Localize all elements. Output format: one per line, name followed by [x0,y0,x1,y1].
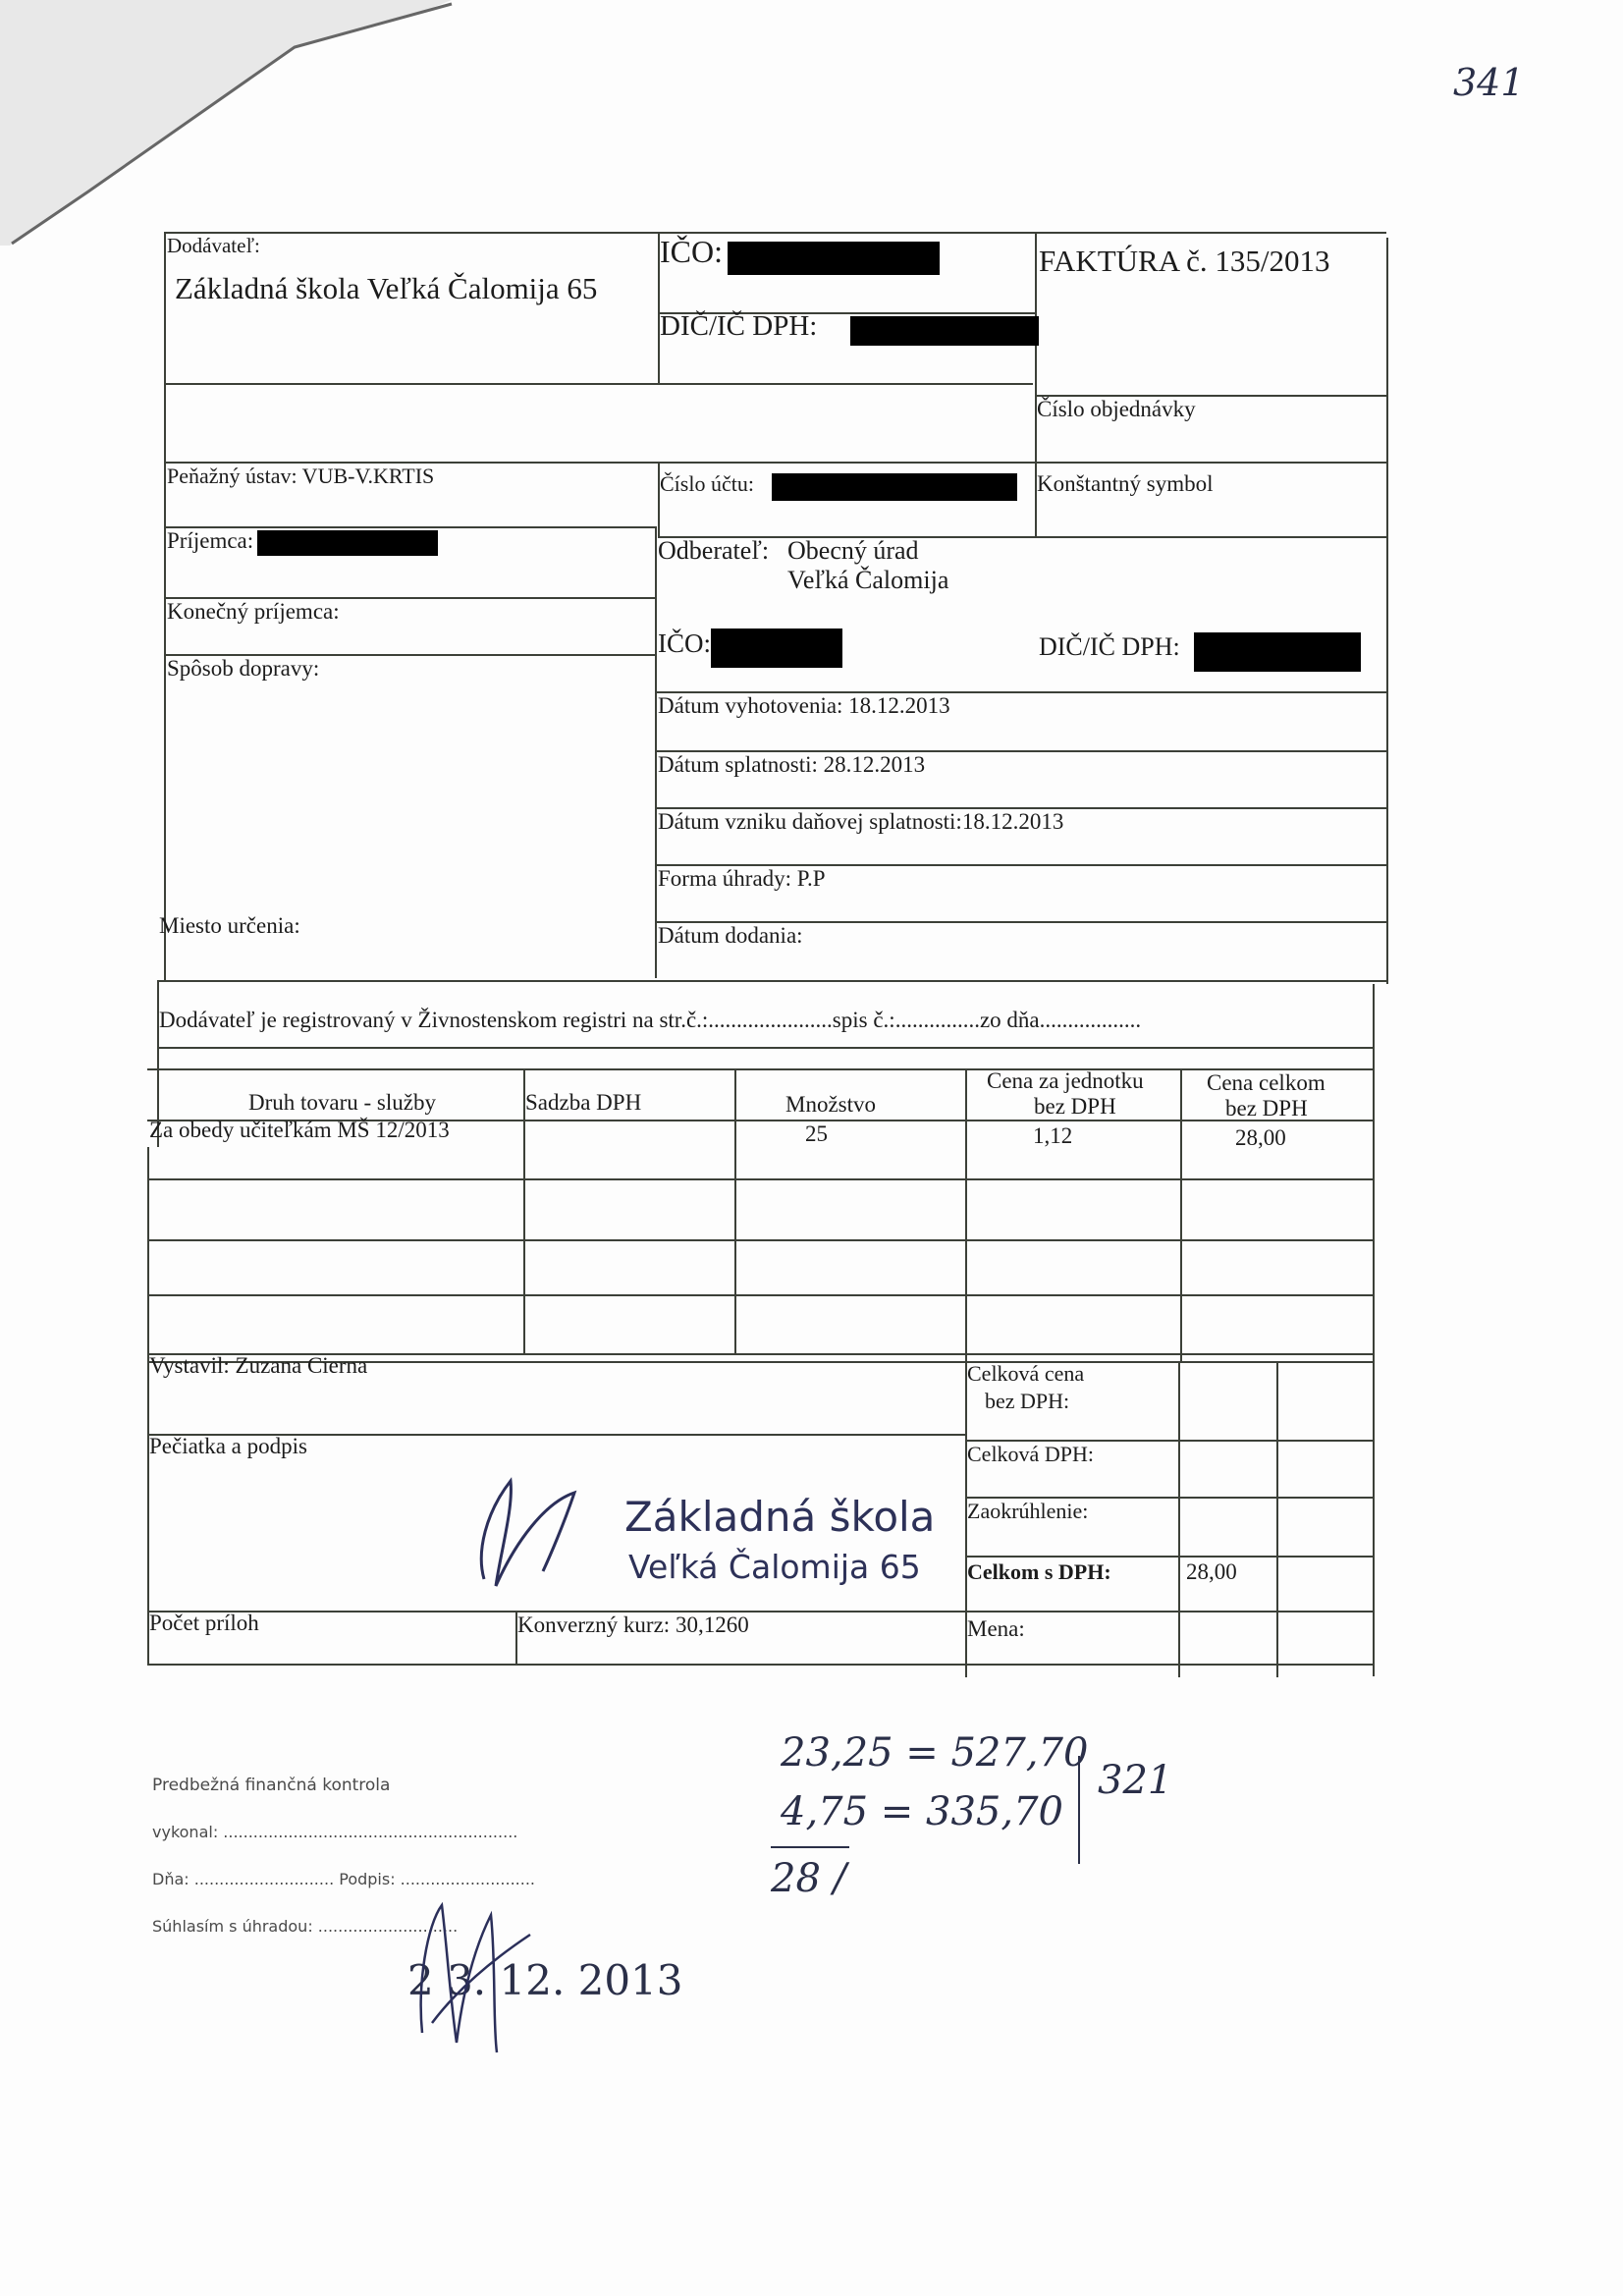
tax-date: Dátum vzniku daňovej splatnosti:18.12.2013 [658,809,1064,834]
supplier-name: Základná škola Veľká Čalomija 65 [175,271,598,305]
bank-label: Peňažný ústav: VUB-V.KRTIS [167,464,435,488]
issued-by: Vystavil: Zuzana Cierna [149,1353,368,1378]
total-with-vat-value: 28,00 [1186,1559,1237,1584]
transport-label: Spôsob dopravy: [167,656,320,681]
redacted-recipient [257,530,438,556]
issue-date: Dátum vyhotovenia: 18.12.2013 [658,693,950,718]
handwritten-calc-2: 4,75 = 335,70 [781,1789,1063,1834]
delivery-date: Dátum dodania: [658,923,803,948]
control-date: 2 3. 12. 2013 [407,1956,683,2004]
control-line-2: Dňa: ............................ Podpis: ........................... [152,1870,535,1888]
recipient-label: Príjemca: [167,528,254,553]
handwritten-slash [1078,1756,1080,1864]
supplier-ico-label: IČO: [660,234,723,269]
control-title: Predbežná finančná kontrola [152,1776,391,1795]
header-goods: Druh tovaru - služby [248,1090,436,1115]
redacted-customer-dic [1194,632,1361,672]
handwritten-ref: 321 [1098,1758,1173,1803]
rounding-label: Zaokrúhlenie: [967,1499,1089,1523]
header-vat-rate: Sadzba DPH [525,1090,642,1115]
stamp-line-2: Veľká Čalomija 65 [628,1548,921,1586]
header-quantity: Množstvo [785,1092,876,1117]
total-vat-label: Celková DPH: [967,1442,1094,1466]
currency-label: Mena: [967,1616,1025,1641]
order-number-label: Číslo objednávky [1037,397,1196,421]
control-signature [403,1886,540,2062]
item-goods: Za obedy učiteľkám MŠ 12/2013 [149,1118,450,1142]
header-total-1: Cena celkom [1207,1070,1325,1095]
final-recipient-label: Konečný príjemca: [167,599,340,624]
invoice-title: FAKTÚRA č. 135/2013 [1039,244,1330,278]
stamp-line-1: Základná škola [624,1493,936,1541]
attachments-label: Počet príloh [149,1611,259,1635]
account-label: Číslo účtu: [660,471,754,496]
control-line-3: Súhlasím s úhradou: ............................ [152,1917,459,1936]
page-number: 341 [1453,61,1525,104]
destination-label: Miesto určenia: [159,913,300,938]
redacted-account [772,473,1017,501]
signature [457,1463,604,1611]
redacted-customer-ico [711,629,842,668]
folded-corner [0,0,461,255]
redacted-supplier-dic [850,316,1039,346]
handwritten-calc-1: 23,25 = 527,70 [781,1730,1089,1776]
total-with-vat-label: Celkom s DPH: [967,1559,1111,1584]
payment-form: Forma úhrady: P.P [658,866,826,891]
header-unit-price-1: Cena za jednotku [987,1068,1144,1093]
constant-symbol-label: Konštantný symbol [1037,471,1214,496]
customer-ico-label: IČO: [658,629,711,658]
customer-dic-label: DIČ/IČ DPH: [1039,632,1180,661]
item-quantity: 25 [805,1121,828,1146]
registry-line: Dodávateľ je registrovaný v Živnostenskom registri na str.č.:......................spis č.:...............zo dňa.................. [159,1008,1142,1032]
item-total: 28,00 [1235,1125,1286,1150]
header-total-2: bez DPH [1225,1096,1308,1121]
header-unit-price-2: bez DPH [1034,1094,1116,1119]
item-unit-price: 1,12 [1033,1123,1073,1148]
control-line-1: vykonal: ........................................................... [152,1823,518,1841]
customer-label: Odberateľ: [658,536,770,565]
customer-name-2: Veľká Čalomija [787,566,949,594]
handwritten-underline [771,1846,849,1848]
redacted-supplier-ico [728,242,940,275]
conversion-rate: Konverzný kurz: 30,1260 [517,1613,749,1637]
total-no-vat-1: Celková cena [967,1361,1085,1386]
supplier-label: Dodávateľ: [167,234,260,257]
customer-name-1: Obecný úrad [787,536,919,565]
total-no-vat-2: bez DPH: [985,1389,1070,1413]
due-date: Dátum splatnosti: 28.12.2013 [658,752,926,777]
handwritten-calc-3: 28 / [771,1856,847,1901]
supplier-dic-label: DIČ/IČ DPH: [660,310,818,342]
stamp-signature-label: Pečiatka a podpis [149,1434,307,1458]
